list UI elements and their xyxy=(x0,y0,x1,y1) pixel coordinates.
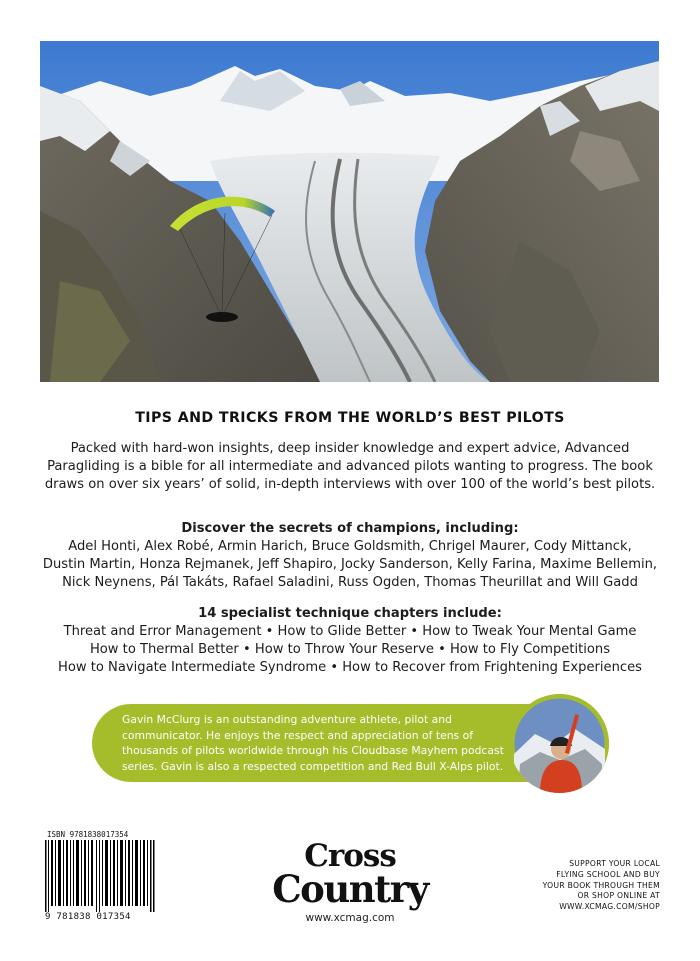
author-bio-text xyxy=(122,712,522,774)
champions-line: Dustin Martin, Honza Rejmanek, Jeff Shapiro, Jocky Sanderson, Kelly Farina, Maxime Bellemin, xyxy=(42,557,658,572)
isbn-barcode xyxy=(45,828,160,928)
website-link[interactable]: www.xcmag.com xyxy=(305,912,395,924)
headline: TIPS AND TRICKS FROM THE WORLD’S BEST PILOTS xyxy=(135,410,565,426)
cover-photo-glacier xyxy=(40,41,659,382)
cross-country-logo xyxy=(250,838,450,911)
intro-line: draws on over six years’ of solid, in-depth interviews with over 100 of the world’s best pilots. xyxy=(44,477,656,492)
champions-line: Nick Neynens, Pál Takáts, Rafael Saladini, Russ Ogden, Thomas Theurillat and Will Gadd xyxy=(62,575,638,590)
support-line: FLYING SCHOOL AND BUY xyxy=(556,869,660,879)
isbn-label: ISBN 9781838017354 xyxy=(47,830,129,839)
barcode-icon xyxy=(45,840,157,912)
support-line: SUPPORT YOUR LOCAL xyxy=(569,859,660,868)
bio-line: communicator. He enjoys the respect and appreciation of tens of xyxy=(122,728,474,742)
bio-line: series. Gavin is also a respected competition and Red Bull X-Alps pilot. xyxy=(122,759,504,773)
intro-line: Packed with hard-won insights, deep insider knowledge and expert advice, Advanced xyxy=(70,441,630,456)
chapters-paragraph xyxy=(34,605,666,677)
chapters-heading: 14 specialist technique chapters include: xyxy=(198,606,502,621)
logo-line-2: Country xyxy=(272,867,428,911)
champions-line: Adel Honti, Alex Robé, Armin Harich, Bruce Goldsmith, Chrigel Maurer, Cody Mittanck, xyxy=(68,539,632,554)
intro-paragraph xyxy=(34,440,666,494)
chapters-line: How to Thermal Better • How to Throw Your Reserve • How to Fly Competitions xyxy=(89,642,611,657)
support-line: YOUR BOOK THROUGH THEM xyxy=(542,880,660,890)
author-portrait xyxy=(510,694,609,793)
support-line: WWW.XCMAG.COM/SHOP xyxy=(559,902,660,912)
barcode-digits: 9 781838 017354 xyxy=(45,912,131,922)
support-local-school-note xyxy=(500,859,660,913)
support-line: OR SHOP ONLINE AT xyxy=(577,891,660,901)
chapters-line: How to Navigate Intermediate Syndrome • How to Recover from Frightening Experiences xyxy=(58,660,642,675)
chapters-line: Threat and Error Management • How to Glide Better • How to Tweak Your Mental Game xyxy=(63,624,637,639)
logo-line-1: Cross xyxy=(304,838,396,874)
champions-heading: Discover the secrets of champions, including: xyxy=(181,521,519,536)
bio-line: Gavin McClurg is an outstanding adventure athlete, pilot and xyxy=(122,713,452,726)
author-bio-box xyxy=(92,704,564,782)
intro-line: Paragliding is a bible for all intermediate and advanced pilots wanting to progress. The book xyxy=(47,459,653,474)
bio-line: thousands of pilots worldwide through his Cloudbase Mayhem podcast xyxy=(122,744,504,757)
champions-paragraph xyxy=(34,520,666,592)
